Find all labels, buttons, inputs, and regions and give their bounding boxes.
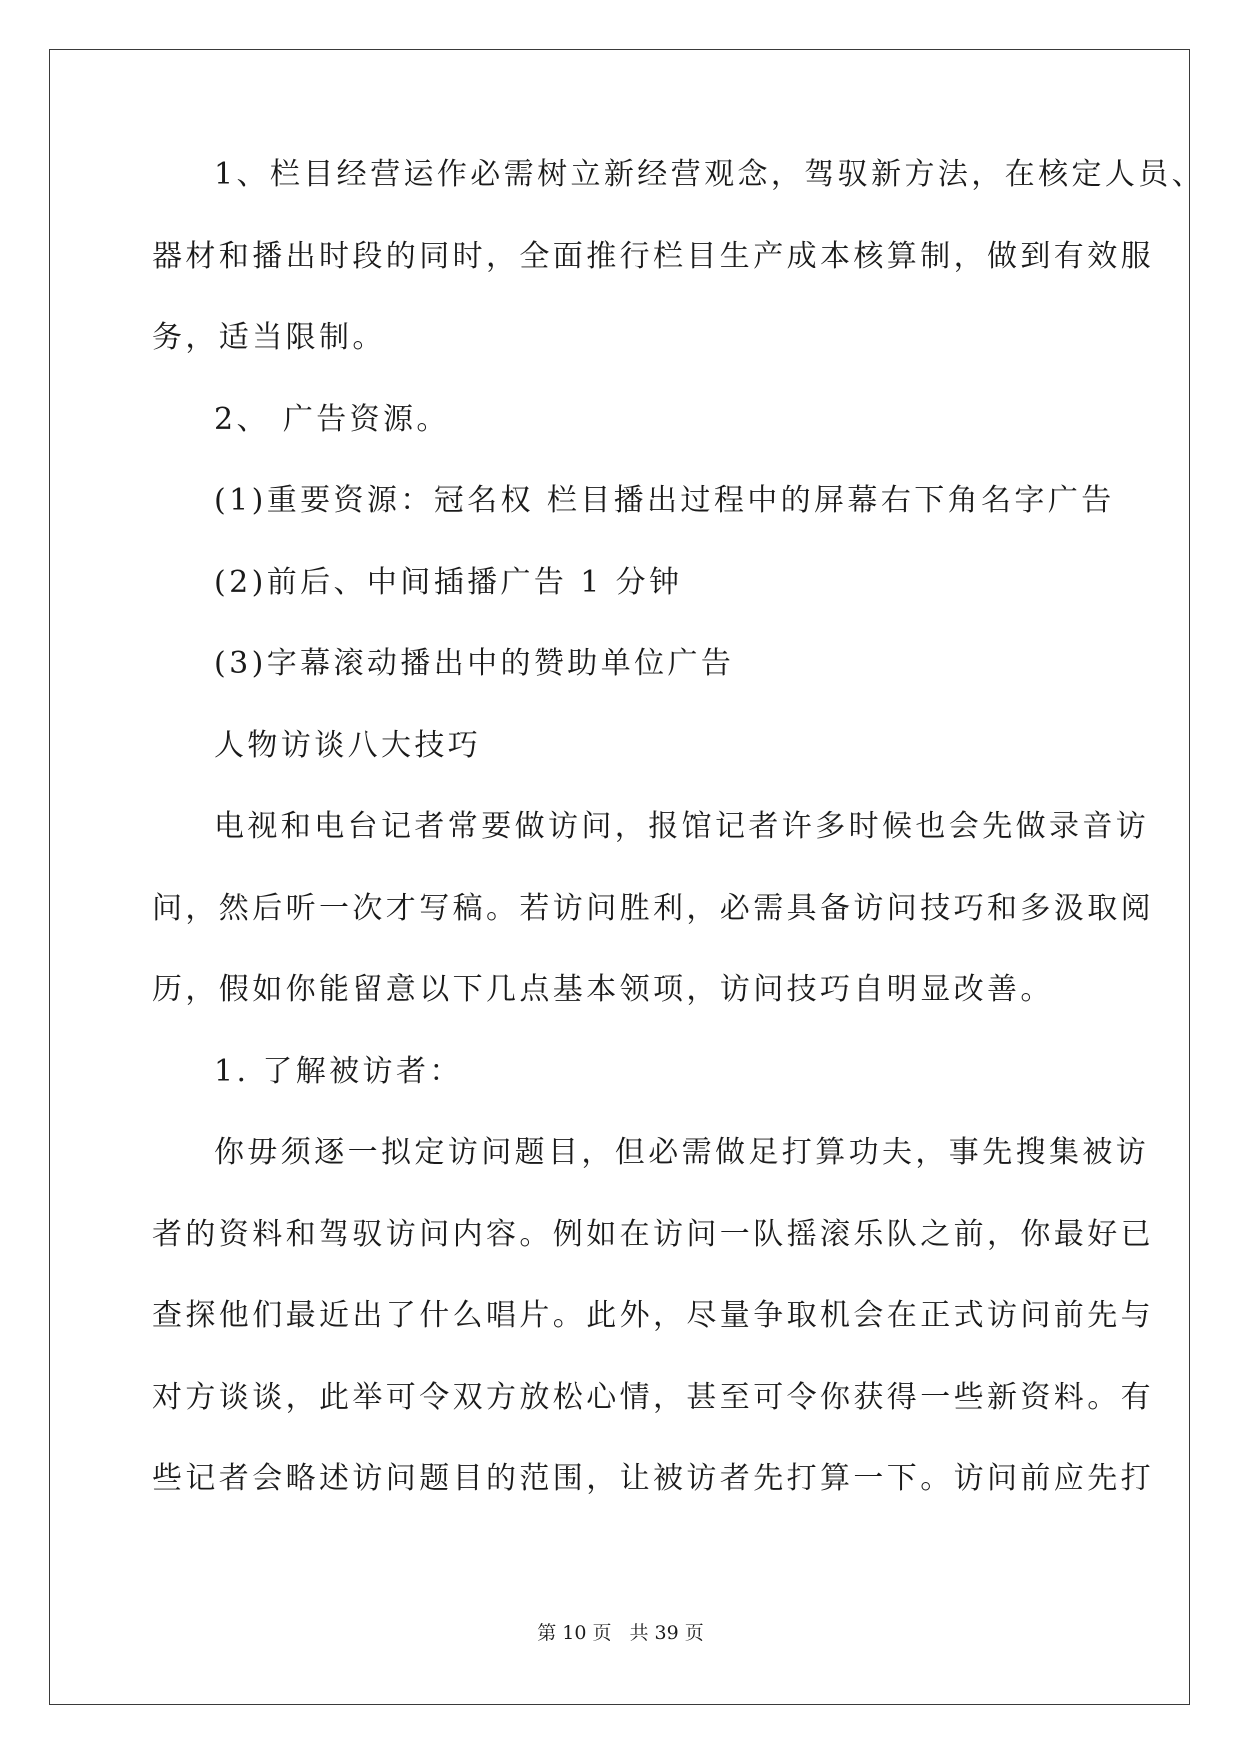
paragraph-9-line-3: 查探他们最近出了什么唱片。此外，尽量争取机会在正式访问前先与: [152, 1298, 1154, 1333]
paragraph-8-line-1: 1. 了解被访者：: [214, 1053, 463, 1089]
paragraph-1-line-1: 1、栏目经营运作必需树立新经营观念，驾驭新方法，在核定人员、: [214, 157, 1206, 192]
page-total: 共 39 页: [629, 1622, 704, 1644]
paragraph-7-line-2: 问，然后听一次才写稿。若访问胜利，必需具备访问技巧和多汲取阅: [152, 890, 1154, 926]
paragraph-3-line-1: (1)重要资源：冠名权 栏目播出过程中的屏幕右下角名字广告: [214, 483, 1115, 518]
paragraph-9-line-2: 者的资料和驾驭访问内容。例如在访问一队摇滚乐队之前，你最好已: [152, 1216, 1154, 1252]
paragraph-5-line-1: (3)字幕滚动播出中的赞助单位广告: [214, 646, 735, 681]
paragraph-1-line-2: 器材和播出时段的同时，全面推行栏目生产成本核算制，做到有效服: [152, 238, 1154, 274]
paragraph-1-line-3: 务，适当限制。: [152, 320, 386, 355]
section-heading: 人物访谈八大技巧: [214, 727, 482, 763]
page-footer: [0, 1622, 1241, 1644]
paragraph-9-line-1: 你毋须逐一拟定访问题目，但必需做足打算功夫，事先搜集被访: [214, 1135, 1150, 1170]
paragraph-7-line-1: 电视和电台记者常要做访问，报馆记者许多时候也会先做录音访: [214, 809, 1150, 844]
paragraph-4-line-1: (2)前后、中间插播广告 1 分钟: [214, 564, 683, 600]
paragraph-9-line-5: 些记者会略述访问题目的范围，让被访者先打算一下。访问前应先打: [152, 1461, 1154, 1496]
document-body: [152, 157, 1206, 1546]
page-number: 第 10 页: [537, 1622, 612, 1644]
paragraph-9-line-4: 对方谈谈，此举可令双方放松心情，甚至可令你获得一些新资料。有: [152, 1379, 1154, 1415]
paragraph-7-line-3: 历，假如你能留意以下几点基本领项，访问技巧自明显改善。: [152, 972, 1054, 1007]
paragraph-2-line-1: 2、 广告资源。: [214, 401, 450, 437]
